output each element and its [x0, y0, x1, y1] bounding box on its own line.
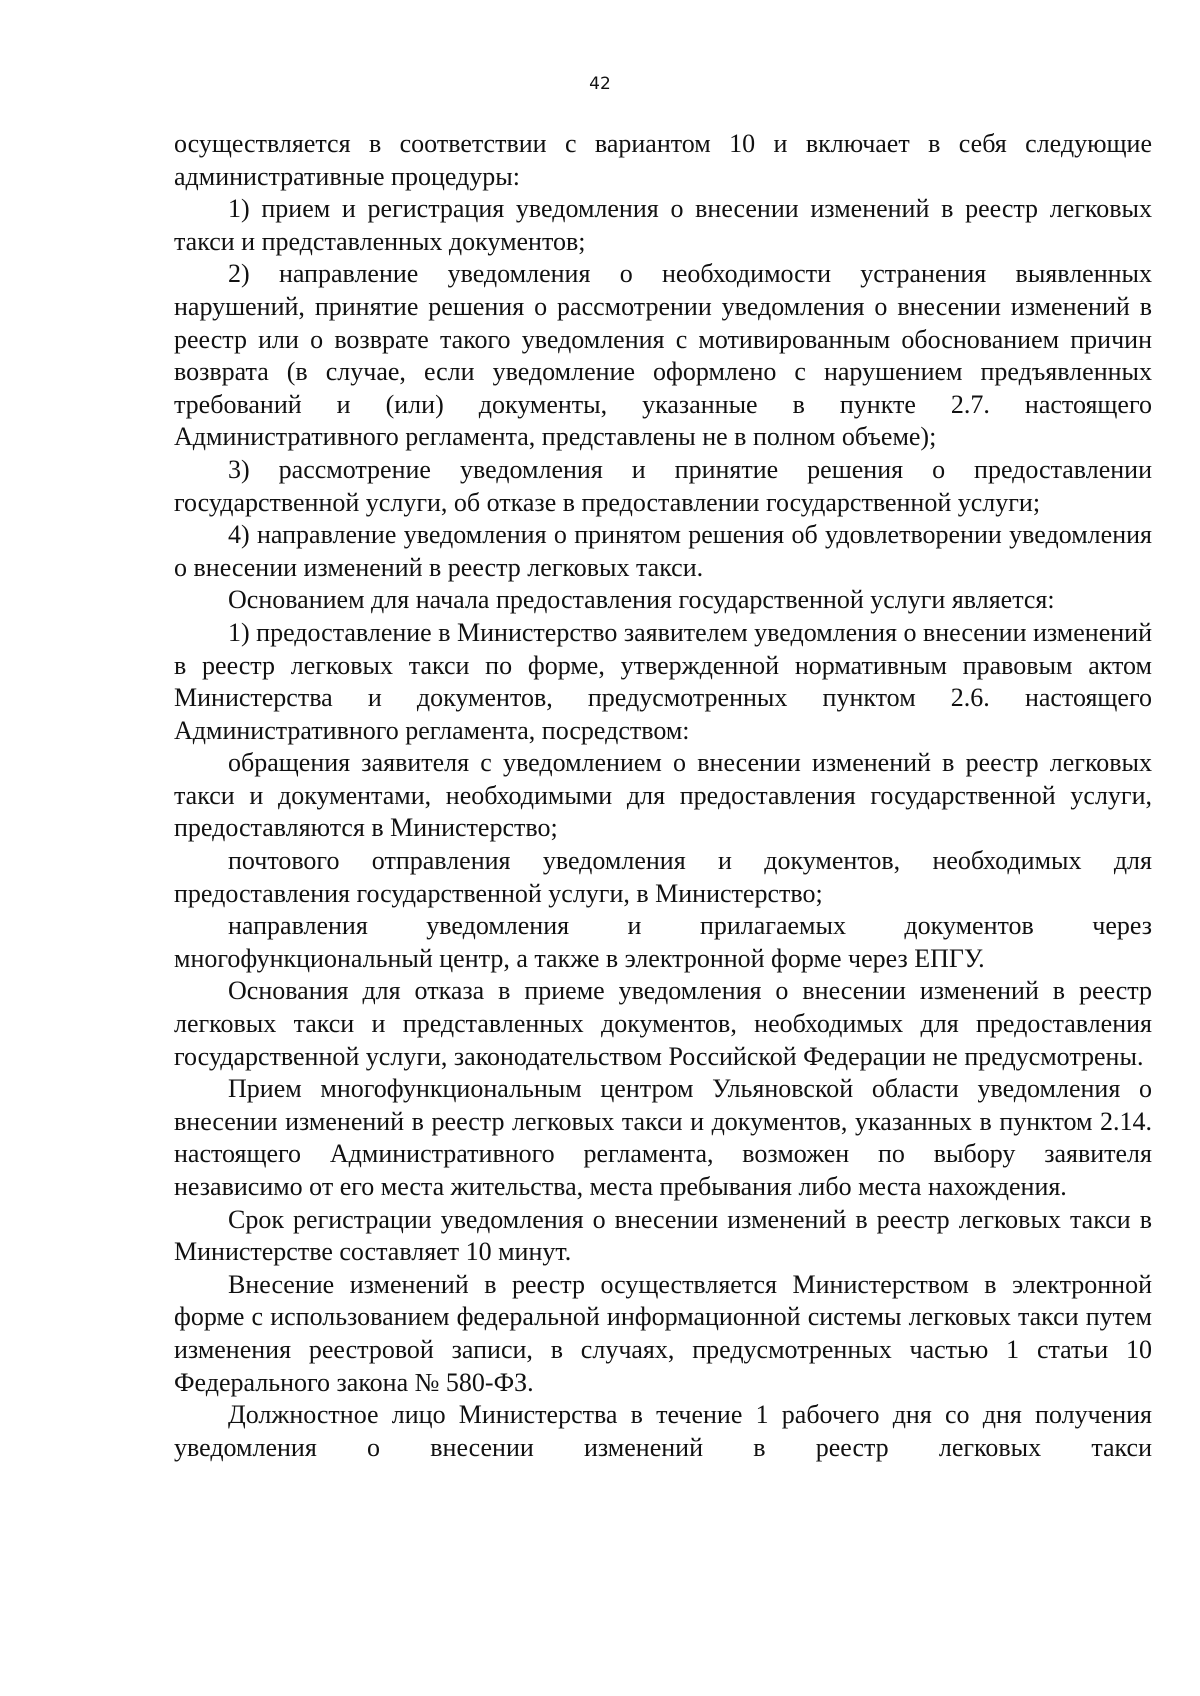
page-number: 42 — [589, 74, 611, 94]
paragraph-postal-delivery: почтового отправления уведомления и документов, необходимых для предоставления государственной услуги, в Министерство; — [174, 846, 1152, 908]
paragraph-registry-changes: Внесение изменений в реестр осуществляется Министерством в электронной форме с использованием федеральной информационной системы легковых такси путем изменения реестровой записи, в случаях, предусмотренных частью 1 статьи 10 Федерального закона № 580-ФЗ. — [174, 1269, 1152, 1397]
paragraph-refusal-grounds: Основания для отказа в приеме уведомления о внесении изменений в реестр легковых такси и представленных документов, необходимых для предоставления государственной услуги, законодательством Российской Федерации не предусмотрены. — [174, 976, 1152, 1071]
paragraph-procedure-3: 3) рассмотрение уведомления и принятие решения о предоставлении государственной услуги, об отказе в предоставлении государственной услуги; — [174, 454, 1152, 517]
paragraph-procedure-1: 1) прием и регистрация уведомления о внесении изменений в реестр легковых такси и представленных документов; — [174, 194, 1152, 256]
paragraph-mfc-reception: Прием многофункциональным центром Ульяновской области уведомления о внесении изменений в реестр легковых такси и документов, указанных в пунктом 2.14. настоящего Административного регламента, возможен по выбору заявителя независимо от его места жительства, места пребывания либо места нахождения. — [174, 1074, 1152, 1201]
document-body — [174, 128, 1152, 1464]
paragraph-mfc-delivery: направления уведомления и прилагаемых документов через многофункциональный центр, а также в электронной форме через ЕПГУ. — [174, 911, 1152, 973]
paragraph-registration-term: Срок регистрации уведомления о внесении изменений в реестр легковых такси в Министерстве составляет 10 минут. — [174, 1204, 1152, 1267]
paragraph-procedure-4: 4) направление уведомления о принятом решения об удовлетворении уведомления о внесении изменений в реестр легковых такси. — [174, 520, 1152, 582]
paragraph-procedure-2: 2) направление уведомления о необходимости устранения выявленных нарушений, принятие решения о рассмотрении уведомления о внесении изменений в реестр или о возврате такого уведомления с мотивированным обоснованием причин возврата (в случае, если уведомление оформлено с нарушением предъявленных требований и (или) документы, указанные в пункте 2.7. настоящего Административного регламента, представлены не в полном объеме); — [174, 259, 1152, 452]
paragraph-continuation: осуществляется в соответствии с вариантом 10 и включает в себя следующие административные процедуры: — [174, 129, 1152, 191]
paragraph-official-duty: Должностное лицо Министерства в течение 1 рабочего дня со дня получения уведомления о внесении изменений в реестр легковых такси — [174, 1400, 1152, 1462]
paragraph-basis: Основанием для начала предоставления государственной услуги является: — [228, 585, 1055, 615]
paragraph-applicant-appeal: обращения заявителя с уведомлением о внесении изменений в реестр легковых такси и документами, необходимыми для предоставления государственной услуги, предоставляются в Министерство; — [174, 748, 1152, 843]
paragraph-basis-item-1: 1) предоставление в Министерство заявителем уведомления о внесении изменений в реестр легковых такси по форме, утвержденной нормативным правовым актом Министерства и документов, предусмотренных пунктом 2.6. настоящего Административного регламента, посредством: — [174, 617, 1152, 745]
